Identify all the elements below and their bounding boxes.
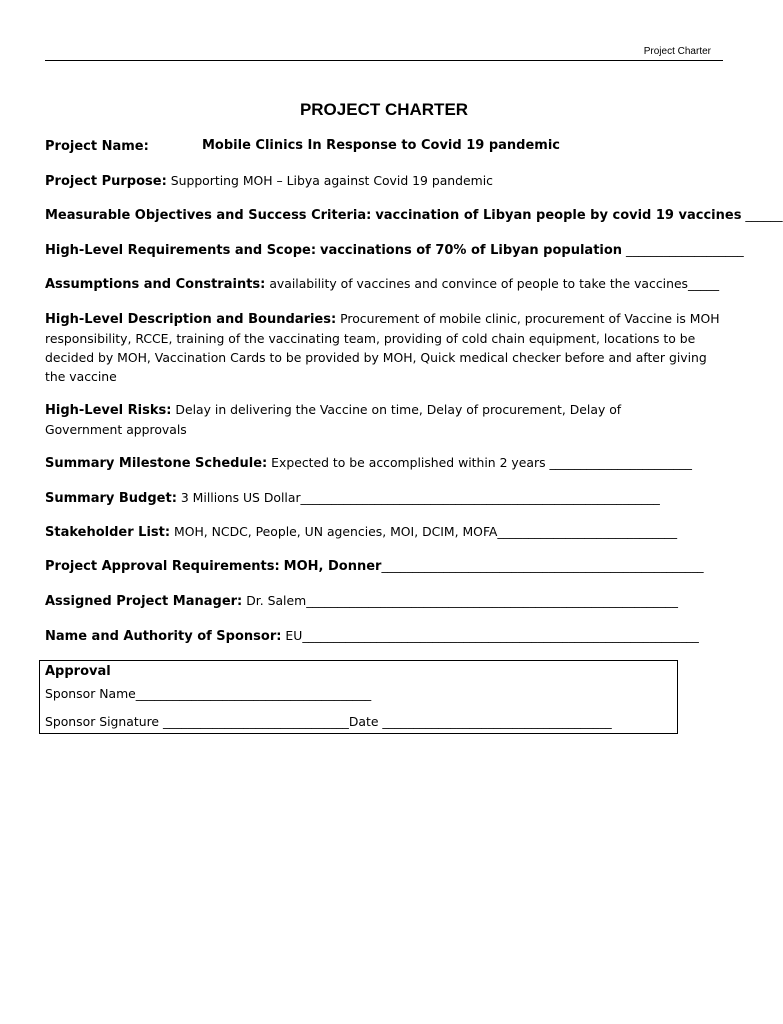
project-name-value: Mobile Clinics In Response to Covid 19 pandemic xyxy=(202,138,561,153)
budget-fill-line: __________________________________________________________ xyxy=(300,490,660,505)
budget-value: 3 Millions US Dollar xyxy=(180,490,301,505)
objectives-fill-line: ______ xyxy=(745,207,783,222)
assumptions-label: Assumptions and Constraints: xyxy=(45,277,266,292)
sponsor-signature-line xyxy=(45,712,612,731)
milestones-fill-line: _______________________ xyxy=(549,455,692,470)
risks-value: Delay in delivering the Vaccine on time, Delay of procurement, Delay of Government approvals xyxy=(45,402,622,437)
approval-requirements-field xyxy=(45,556,725,576)
project-name-label: Project Name: xyxy=(45,139,149,154)
approval-title: Approval xyxy=(45,664,111,679)
milestones-label: Summary Milestone Schedule: xyxy=(45,456,268,471)
requirements-fill-line: ___________________ xyxy=(626,242,744,257)
sponsor-fill-line: ________________________________________________________________ xyxy=(302,628,699,643)
stakeholders-label: Stakeholder List: xyxy=(45,525,171,540)
project-manager-value: Dr. Salem xyxy=(246,593,307,608)
project-purpose-field xyxy=(45,171,725,191)
description-field xyxy=(45,309,725,386)
sponsor-field xyxy=(45,626,725,646)
stakeholders-field xyxy=(45,522,725,542)
date-fill-line: _____________________________________ xyxy=(382,714,612,729)
budget-label: Summary Budget: xyxy=(45,491,177,506)
sponsor-signature-label: Sponsor Signature xyxy=(45,714,160,729)
requirements-value: vaccinations of 70% of Libyan population xyxy=(319,243,623,258)
budget-field xyxy=(45,488,725,508)
sponsor-name-fill-line: ______________________________________ xyxy=(135,686,372,701)
objectives-value: vaccination of Libyan people by covid 19 vaccines xyxy=(375,208,742,223)
project-purpose-value: Supporting MOH – Libya against Covid 19 pandemic xyxy=(170,173,493,188)
sponsor-name-line xyxy=(45,684,371,703)
sponsor-name-label: Sponsor Name xyxy=(45,686,136,701)
assumptions-field xyxy=(45,274,725,294)
assumptions-fill-line: _____ xyxy=(688,276,720,291)
approval-requirements-value: MOH, Donner xyxy=(283,559,382,574)
sponsor-signature-fill-line: ______________________________ xyxy=(162,714,349,729)
objectives-label: Measurable Objectives and Success Criteria: xyxy=(45,208,372,223)
header-divider xyxy=(45,60,723,61)
approval-requirements-label: Project Approval Requirements: xyxy=(45,559,280,574)
project-name-field xyxy=(45,136,725,156)
requirements-field xyxy=(45,240,744,260)
objectives-field xyxy=(45,205,783,225)
page-title: PROJECT CHARTER xyxy=(299,100,469,119)
sponsor-label: Name and Authority of Sponsor: xyxy=(45,629,282,644)
date-label: Date xyxy=(348,714,379,729)
stakeholders-fill-line: _____________________________ xyxy=(497,524,678,539)
stakeholders-value: MOH, NCDC, People, UN agencies, MOI, DCIM, MOFA xyxy=(174,524,498,539)
project-purpose-label: Project Purpose: xyxy=(45,174,167,189)
approval-requirements-fill-line: ____________________________________________________ xyxy=(381,558,704,573)
assumptions-value: availability of vaccines and convince of people to take the vaccines xyxy=(269,276,689,291)
sponsor-value: EU xyxy=(285,628,303,643)
running-header: Project Charter xyxy=(643,46,711,57)
requirements-label: High-Level Requirements and Scope: xyxy=(45,243,317,258)
description-label: High-Level Description and Boundaries: xyxy=(45,312,337,327)
project-manager-fill-line: ____________________________________________________________ xyxy=(306,593,678,608)
risks-label: High-Level Risks: xyxy=(45,403,172,418)
project-manager-field xyxy=(45,591,725,611)
risks-field xyxy=(45,400,685,439)
description-value: Procurement of mobile clinic, procurement of Vaccine is MOH responsibility, RCCE, training of the vaccinating team, providing of cold chain equipment, locations to be decided by MOH, Vaccination Cards to be provided by MOH, Quick medical checker before and after giving the vaccine xyxy=(45,311,720,384)
milestones-field xyxy=(45,453,725,473)
milestones-value: Expected to be accomplished within 2 years xyxy=(271,455,546,470)
project-manager-label: Assigned Project Manager: xyxy=(45,594,243,609)
